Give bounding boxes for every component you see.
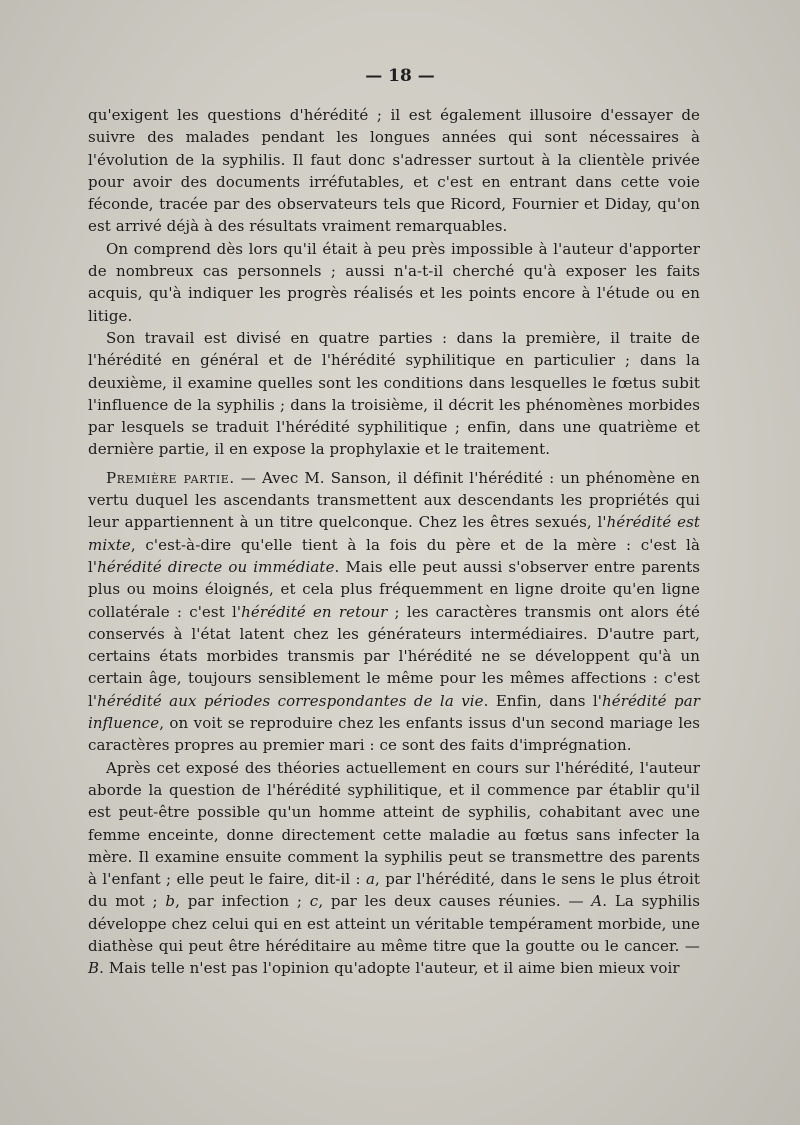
paragraph-continued: qu'exigent les questions d'hérédité ; il est également illusoire d'essayer de suivre des malades pendant les longues années qui sont nécessaires à l'évolution de la syphilis. Il faut donc s'adresser surtout à la clientèle privée pour avoir des documents irréfutables, et c'est en entrant dans cette voie féconde, tracée par des observateurs tels que Ricord, Fournier et Diday, qu'on est arrivé déjà à des résultats vraiment remarquables. [88, 106, 700, 236]
emphasis: hérédité directe ou immédiate [97, 557, 335, 576]
paragraph-premiere-partie: Première partie. — Avec M. Sanson, il définit l'hérédité : un phénomène en vertu duquel les ascendants transmettent aux descendants les propriétés qui leur appartiennent à un titre quelconque. Chez les êtres sexués, l'hérédité est mixte, c'est-à-dire qu'elle tient à la fois du père et de la mère : c'est là l'hérédité directe ou immédiate. Mais elle peut aussi s'observer entre parents plus ou moins éloignés, et cela plus fréquemment en ligne droite qu'en ligne collatérale : c'est l'hérédité en retour ; les caractères transmis ont alors été conservés à l'état latent chez les générateurs intermédiaires. D'autre part, certains états morbides transmis par l'hérédité ne se développent qu'à un certain âge, toujours sensiblement le même pour les mêmes affections : c'est l'hérédité aux périodes correspondantes de la vie. Enfin, dans l'hérédité par influence, on voit se reproduire chez les enfants issus d'un second mariage les caractères propres au premier mari : ce sont des faits d'imprégnation. [88, 468, 701, 755]
paragraph-scope: On comprend dès lors qu'il était à peu près impossible à l'auteur d'apporter de nombreux cas personnels ; aussi n'a-t-il cherché qu'à exposer les faits acquis, qu'à indiquer les progrès réalisés et les points encore à l'étude ou en litige. [88, 239, 700, 325]
body-text [88, 104, 700, 980]
page-number: — 18 — [365, 66, 435, 86]
emphasis: B [88, 959, 100, 978]
emphasis: c [309, 892, 319, 911]
emphasis: hérédité aux périodes correspondantes de la vie [97, 691, 484, 710]
paragraph-heredite-syphilitique: Après cet exposé des théories actuellement en cours sur l'hérédité, l'auteur aborde la question de l'hérédité syphilitique, et il commence par établir qu'il est peut-être possible qu'un homme atteint de syphilis, cohabitant avec une femme enceinte, donne directement cette maladie au fœtus sans infecter la mère. Il examine ensuite comment la syphilis peut se transmettre des parents à l'enfant ; elle peut le faire, dit-il : a, par l'hérédité, dans le sens le plus étroit du mot ; b, par infection ; c, par les deux causes réunies. — A. La syphilis développe chez celui qui en est atteint un véritable tempérament morbide, une diathèse qui peut être héréditaire au même titre que la goutte ou le cancer. — B. Mais telle n'est pas l'opinion qu'adopte l'auteur, et il aime bien mieux voir [88, 758, 700, 978]
section-heading: Première partie. [106, 468, 235, 487]
emphasis: hérédité est mixte [88, 513, 700, 554]
emphasis: b [165, 892, 176, 911]
emphasis: a [365, 870, 376, 889]
emphasis: hérédité en retour [241, 602, 388, 621]
emphasis: hérédité par influence [88, 691, 701, 733]
emphasis: A [591, 892, 603, 911]
paragraph-structure: Son travail est divisé en quatre parties : dans la première, il traite de l'hérédité en général et de l'hérédité syphilitique en particulier ; dans la deuxième, il examine quelles sont les conditions dans lesquelles le fœtus subit l'influence de la syphilis ; dans la troisième, il décrit les phénomènes morbides par lesquels se traduit l'hérédité syphilitique ; enfin, dans une quatrième et dernière partie, il en expose la prophylaxie et le traitement. [88, 328, 700, 459]
